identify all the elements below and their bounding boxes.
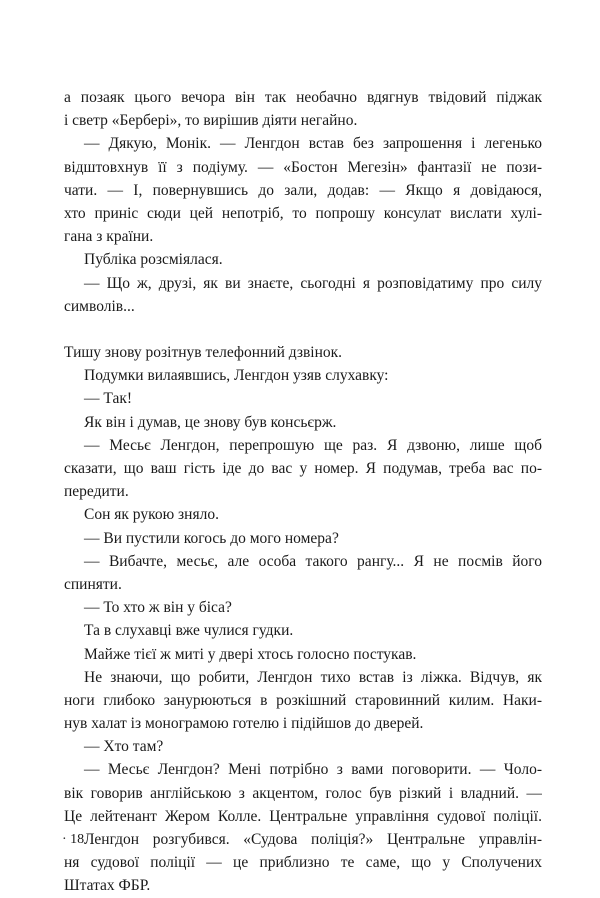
- text-line: гана з країни.: [64, 228, 154, 246]
- text-line: Подумки вилаявшись, Ленгдон узяв слухавку:: [84, 367, 389, 385]
- text-line: чати. — І, повернувшись до зали, додав: — Якщо я довідаюся,: [64, 181, 542, 199]
- text-line: а позаяк цього вечора він так необачно вдягнув твідовий піджак: [64, 89, 542, 106]
- text-line: — Дякую, Монік. — Ленгдон встав без запрошення і легенько: [84, 135, 542, 153]
- text-line: ноги глибоко занурюються в розкішний старовинний килим. Наки-: [64, 691, 542, 709]
- text-line: — Так!: [84, 390, 133, 408]
- text-line: сказати, що ваш гість іде до вас у номер. Я подумав, треба вас по-: [64, 460, 542, 477]
- text-line: відштовхнув її з подіуму. — «Бостон Мегезін» фантазії не пози-: [64, 158, 542, 176]
- page-number: · 18: [62, 832, 85, 847]
- text-line: — Вибачте, месьє, але особа такого рангу... Я не посмів його: [84, 552, 542, 570]
- text-line: передити.: [64, 483, 129, 501]
- text-line: Ленгдон розгубився. «Судова поліція?» Центральне управлін-: [84, 831, 542, 848]
- text-line: — Ви пустили когось до мого номера?: [84, 529, 339, 547]
- text-line: ня судової поліції — це приблизно те саме, що у Сполучених: [64, 854, 542, 872]
- text-line: нув халат із монограмою готелю і підійшов до дверей.: [64, 715, 424, 733]
- text-line: хто приніс сюди цей непотріб, то попрошу консулат вислати хулі-: [64, 204, 542, 222]
- text-line: Це лейтенант Жером Колле. Центральне управління судової поліції.: [64, 807, 542, 825]
- text-line: — Месьє Ленгдон? Мені потрібно з вами поговорити. — Чоло-: [84, 761, 542, 779]
- text-line: Та в слухавці вже чулися гудки.: [84, 622, 294, 640]
- text-line: символів...: [64, 297, 135, 315]
- section-break: [64, 318, 542, 341]
- text-line: — То хто ж він у біса?: [84, 599, 232, 617]
- text-line: — Хто там?: [84, 738, 164, 756]
- text-line: Як він і думав, це знову був консьєрж.: [84, 413, 337, 431]
- text-line: Штатах ФБР.: [64, 877, 151, 895]
- text-line: Публіка розсміялася.: [84, 251, 223, 269]
- text-line: — Месьє Ленгдон, перепрошую ще раз. Я дзвоню, лише щоб: [84, 436, 542, 454]
- text-line: Сон як рукою зняло.: [84, 506, 219, 524]
- text-line: Не знаючи, що робити, Ленгдон тихо встав із ліжка. Відчув, як: [84, 668, 542, 686]
- text-line: і светр «Берберi», то вирішив діяти негайно.: [64, 112, 358, 130]
- page-body-text: [64, 86, 542, 898]
- text-line: Тишу знову розітнув телефонний дзвінок.: [64, 344, 343, 362]
- text-line: спиняти.: [64, 575, 122, 593]
- text-line: — Що ж, друзі, як ви знаєте, сьогодні я розповідатиму про силу: [84, 274, 542, 292]
- text-line: Майже тієї ж миті у двері хтось голосно постукав.: [84, 645, 417, 663]
- text-line: вік говорив англійською з акцентом, голос був різкий і владний. —: [64, 784, 542, 802]
